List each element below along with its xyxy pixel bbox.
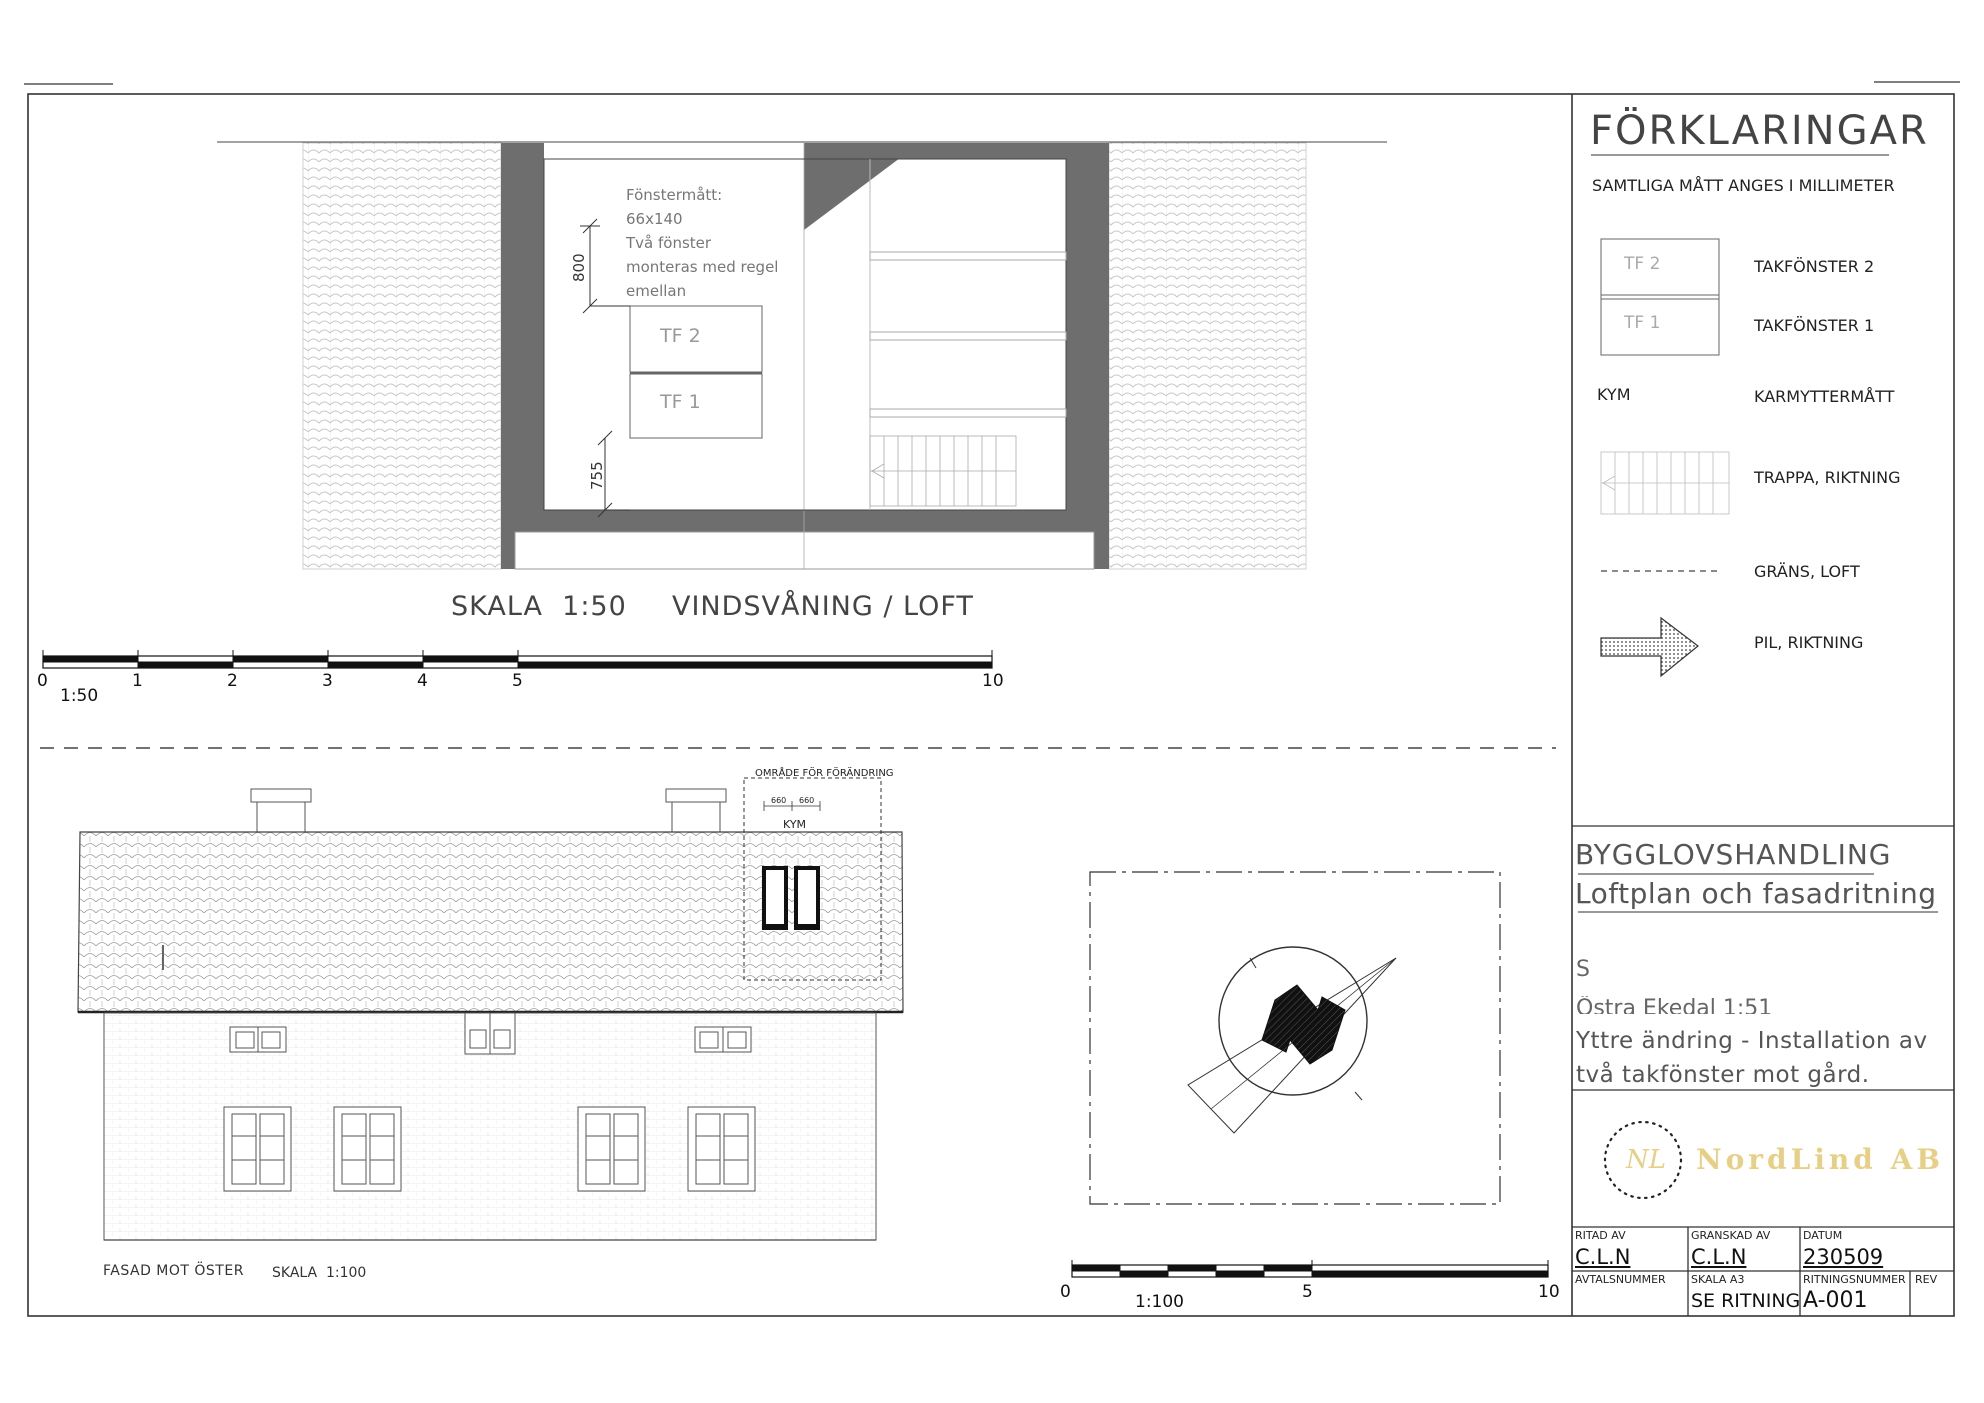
plan-tf1-label: TF 1 xyxy=(660,391,701,413)
scalebar-top-tick: 1 xyxy=(132,671,143,691)
kym-dim-b: 660 xyxy=(799,796,815,805)
north-arrow-box xyxy=(1090,872,1500,1204)
legend-kym-label: KARMYTTERMÅTT xyxy=(1754,387,1895,406)
plan-title-text: VINDSVÅNING / LOFT xyxy=(672,591,974,622)
roof-tiles-left xyxy=(303,143,501,569)
legend-title: FÖRKLARINGAR xyxy=(1590,108,1929,154)
window-note-line: 66x140 xyxy=(626,210,683,228)
skala-label: SKALA A3 xyxy=(1691,1273,1745,1286)
scalebar-top-tick: 10 xyxy=(982,671,1004,691)
scalebar-bottom-tick: 10 xyxy=(1538,1282,1560,1302)
skala-value: SE RITNING xyxy=(1691,1290,1801,1312)
legend-tf2-symbol: TF 2 xyxy=(1624,254,1661,274)
ritningsnummer-label: RITNINGSNUMMER xyxy=(1803,1273,1906,1286)
scalebar-top-tick: 2 xyxy=(227,671,238,691)
change-area-label: OMRÅDE FÖR FÖRÄNDRING xyxy=(755,768,894,779)
ritad-av-value: C.L.N xyxy=(1575,1245,1631,1269)
logo-initials: NL xyxy=(1626,1145,1667,1175)
legend-tf1-label: TAKFÖNSTER 1 xyxy=(1754,316,1875,335)
scalebar-top-ratio: 1:50 xyxy=(60,686,99,706)
scalebar-top-bar xyxy=(43,650,992,668)
scalebar-bottom-tick: 5 xyxy=(1302,1282,1313,1302)
titleblock-desc-line: S xyxy=(1576,957,1590,982)
window-note-line: monteras med regel xyxy=(626,258,779,276)
ritningsnummer-value: A-001 xyxy=(1803,1288,1868,1313)
roof-tiles-right xyxy=(1109,143,1306,569)
titleblock-subheading: Loftplan och fasadritning xyxy=(1575,877,1937,910)
avtalsnummer-label: AVTALSNUMMER xyxy=(1575,1273,1666,1286)
wall-left xyxy=(501,143,544,569)
loft-plan xyxy=(217,142,1387,569)
kym-dim-a: 660 xyxy=(771,796,787,805)
window-note-line: Fönstermått: xyxy=(626,186,723,204)
legend-stair-label: TRAPPA, RIKTNING xyxy=(1754,468,1901,487)
dim-755-label: 755 xyxy=(588,461,606,490)
scalebar-bottom-ratio: 1:100 xyxy=(1135,1292,1184,1312)
plan-scale-text: SKALA 1:50 xyxy=(451,591,627,622)
legend-border-label: GRÄNS, LOFT xyxy=(1754,562,1860,581)
plan-tf2-label: TF 2 xyxy=(660,325,701,347)
titleblock-desc-line: Yttre ändring - Installation av xyxy=(1576,1028,1928,1054)
legend-stair-symbol xyxy=(1601,452,1729,514)
legend-symbols xyxy=(1591,155,1889,676)
scalebar-bottom-tick: 0 xyxy=(1060,1282,1071,1302)
scalebar-top-tick: 3 xyxy=(322,671,333,691)
rev-label: REV xyxy=(1915,1273,1938,1286)
chimney-left xyxy=(251,789,311,802)
ritad-av-label: RITAD AV xyxy=(1575,1229,1626,1242)
facade-scale: SKALA 1:100 xyxy=(272,1265,367,1281)
wall-right xyxy=(1066,143,1109,569)
titleblock-heading: BYGGLOVSHANDLING xyxy=(1575,838,1892,871)
legend-tf2-label: TAKFÖNSTER 2 xyxy=(1754,257,1875,276)
chimney-wedge xyxy=(804,143,900,230)
scalebar-top-tick: 0 xyxy=(37,671,48,691)
company-name: NordLind AB xyxy=(1696,1143,1944,1176)
titleblock-desc-line: två takfönster mot gård. xyxy=(1576,1062,1870,1088)
titleblock-desc-line: Östra Ekedal 1:51 xyxy=(1576,996,1773,1014)
scalebar-top-tick: 4 xyxy=(417,671,428,691)
wall-bottom xyxy=(501,510,1109,532)
scalebar-top-tick: 5 xyxy=(512,671,523,691)
legend-kym-symbol: KYM xyxy=(1597,385,1631,404)
legend-subtitle: SAMTLIGA MÅTT ANGES I MILLIMETER xyxy=(1592,176,1895,195)
facade-kym-label: KYM xyxy=(783,818,807,831)
window-note-line: emellan xyxy=(626,282,687,300)
granskad-av-label: GRANSKAD AV xyxy=(1691,1229,1771,1242)
legend-arrow-symbol xyxy=(1601,618,1698,676)
facade-east xyxy=(78,778,903,1240)
staircase xyxy=(870,436,1016,506)
datum-label: DATUM xyxy=(1803,1229,1843,1242)
window-note xyxy=(626,183,778,303)
legend-tf1-symbol: TF 1 xyxy=(1624,313,1661,333)
chimney-right xyxy=(666,789,726,802)
window-note-line: Två fönster xyxy=(626,234,712,252)
facade-caption: FASAD MOT ÖSTER xyxy=(103,1263,244,1279)
dim-800-label: 800 xyxy=(570,253,588,282)
legend-arrow-label: PIL, RIKTNING xyxy=(1754,633,1864,652)
datum-value: 230509 xyxy=(1803,1245,1884,1269)
granskad-av-value: C.L.N xyxy=(1691,1245,1747,1269)
scalebar-bottom-bar xyxy=(1072,1260,1548,1277)
